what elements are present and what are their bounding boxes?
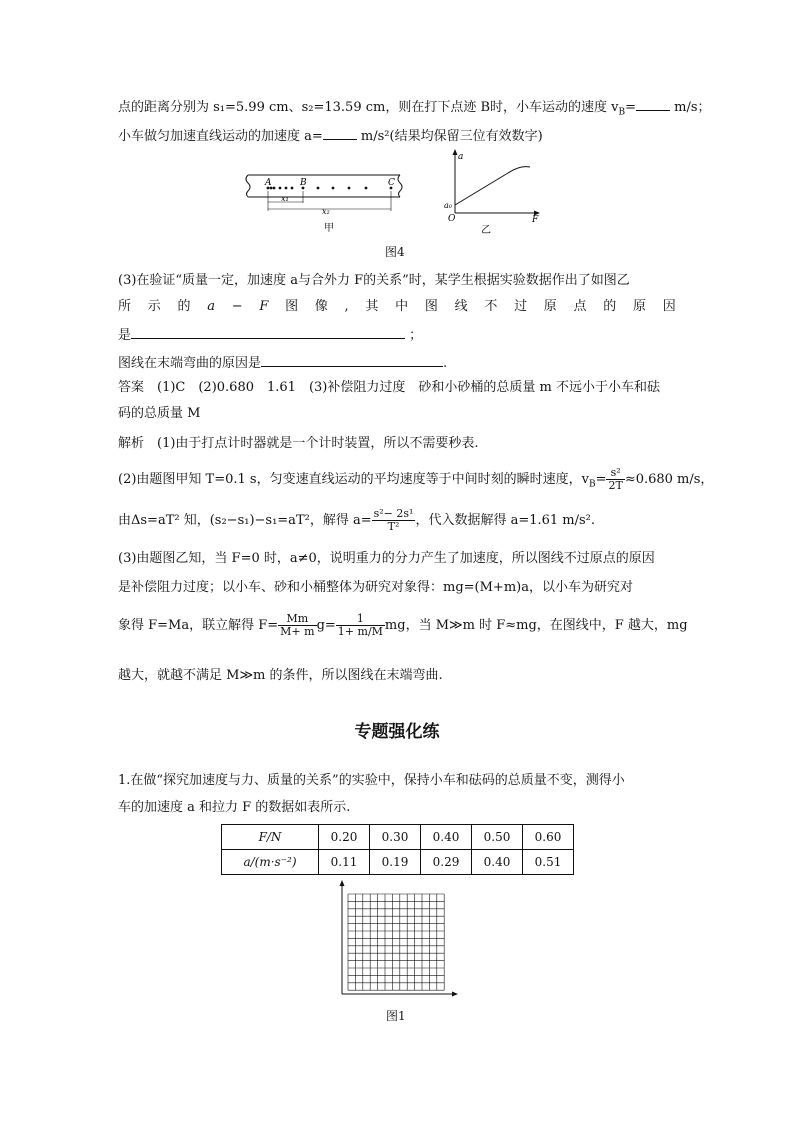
graph-a0-label: a₀ — [444, 201, 452, 210]
q3-line-4: 图线在末端弯曲的原因是 . — [118, 352, 447, 374]
problem-1-line-2: 车的加速度 a 和拉力 F 的数据如表所示. — [118, 800, 351, 815]
fraction-a: $\frac{\text{s²− 2s¹}}{\text{T²}}$ — [373, 507, 414, 533]
table-header-f: F/N — [222, 825, 319, 850]
table-cell: 0.30 — [370, 825, 421, 850]
analysis-line-7: 越大，就越不满足 M≫m 的条件，所以图线在末端弯曲. — [118, 668, 443, 683]
analysis-line-6: 象得 F=Ma，联立解得 F= $\frac{Mm}{M+ m}$ g= $\frac{1}{1+ m/M}$ mg，当 M≫m 时 F≈mg，在图线中，F 越大，mg — [118, 612, 688, 638]
analysis-line-3: 由Δs=aT² 知，(s₂−s₁)−s₁=aT²，解得 a= $\frac{\text{s²− 2s¹}}{\text{T²}}$ ，代入数据解得 a=1.61 m/s². — [118, 507, 596, 533]
table-cell: 0.29 — [421, 850, 472, 875]
table-cell: 0.40 — [472, 850, 523, 875]
velocity-answer-blank[interactable] — [636, 96, 670, 111]
graph-y-label: a — [458, 152, 464, 162]
table-cell: 0.19 — [370, 850, 421, 875]
table-cell: 0.50 — [472, 825, 523, 850]
tape-dim-x2: x₂ — [322, 207, 330, 216]
table-cell: 0.11 — [319, 850, 370, 875]
q3-line-2: 所 示 的 a − F 图 像 , 其 中 图 线 不 过 原 点 的 原 因 — [118, 299, 676, 314]
analysis-line-4: (3)由题图乙知，当 F=0 时，a≠0，说明重力的分力产生了加速度，所以图线不过原点的原因 — [118, 551, 655, 566]
section-title: 专题强化练 — [354, 722, 440, 742]
table-header-a: a/(m·s⁻²) — [222, 850, 319, 875]
table-cell: 0.60 — [523, 825, 574, 850]
data-table — [221, 824, 574, 875]
table-cell: 0.40 — [421, 825, 472, 850]
a-f-graph — [444, 149, 540, 236]
q3-line-1: (3)在验证“质量一定，加速度 a与合外力 F的关系”时，某学生根据实验数据作出了如图乙 — [118, 273, 630, 288]
acceleration-answer-blank[interactable] — [323, 125, 357, 140]
question-line-1: 点的距离分别为 s₁=5.99 cm、s₂=13.59 cm，则在打下点迹 B时，小车运动的速度 $v_B= m/s$； — [118, 96, 711, 123]
tape-dim-x1: x₁ — [281, 194, 289, 203]
problem-1-line-1: 1.在做“探究加速度与力、质量的关系”的实验中，保持小车和砝码的总质量不变，测得小 — [118, 773, 625, 788]
graph-origin: O — [448, 214, 456, 224]
paper-tape — [246, 175, 402, 234]
tape-label-c: C — [388, 178, 395, 188]
fraction-mm: $\frac{Mm}{M+ m}$ — [280, 612, 315, 638]
analysis-line-5: 是补偿阻力过度；以小车、砂和小桶整体为研究对象得：mg=(M+m)a，以小车为研究对 — [118, 580, 633, 595]
table-cell: 0.20 — [319, 825, 370, 850]
answer-line-1: 答案 (1)C (2)0.680 1.61 (3)补偿阻力过度 砂和小砂桶的总质量 m 不远小于小车和砝 — [118, 380, 660, 395]
figure-4 — [240, 145, 560, 245]
figure-1-caption: 图1 — [386, 1009, 406, 1023]
graph-x-label: F — [532, 215, 539, 225]
table-row — [222, 825, 574, 850]
question-line-2: 小车做匀加速直线运动的加速度 a= m/s²(结果均保留三位有效数字) — [118, 125, 543, 147]
q3-line-3: 是 ； — [118, 324, 422, 346]
fraction-vb: $\frac{\text{s²}}{2T}$ — [608, 466, 623, 492]
tape-label-a: A — [265, 178, 272, 188]
answer-line-2: 码的总质量 M — [118, 406, 201, 421]
analysis-line-1: 解析 (1)由于打点计时器就是一个计时装置，所以不需要秒表. — [118, 436, 479, 451]
figure-1-grid — [330, 880, 460, 1000]
tape-caption: 甲 — [324, 223, 334, 234]
reason-not-origin-blank[interactable] — [131, 324, 405, 339]
table-cell: 0.51 — [523, 850, 574, 875]
fraction-one: $\frac{1}{1+ m/M}$ — [337, 612, 383, 638]
graph-caption: 乙 — [481, 225, 491, 236]
analysis-line-2: (2)由题图甲知 T=0.1 s，匀变速直线运动的平均速度等于中间时刻的瞬时速度，$v_B=$ $\frac{\text{s²}}{2T}$ ≈0.680 m/s， — [118, 466, 714, 492]
figure-4-caption: 图4 — [385, 245, 405, 259]
reason-curve-blank[interactable] — [261, 352, 443, 367]
table-row — [222, 850, 574, 875]
tape-label-b: B — [300, 178, 307, 188]
